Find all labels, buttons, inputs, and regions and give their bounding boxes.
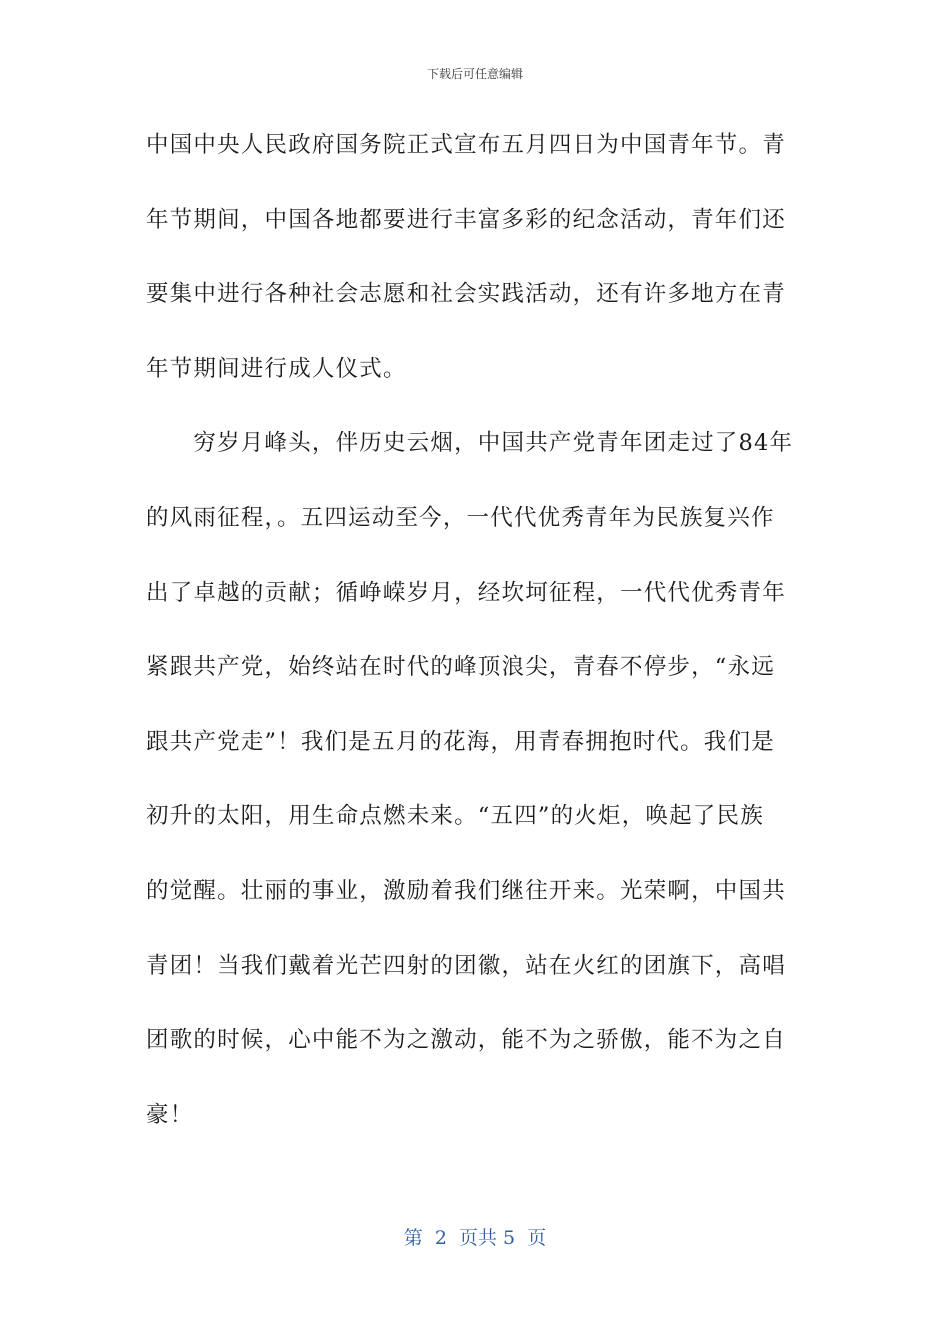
text-line: 跟共产党走”！我们是五月的花海，用青春拥抱时代。我们是	[146, 728, 775, 755]
text-line: 年节期间，中国各地都要进行丰富多彩的纪念活动，青年们还	[146, 206, 786, 233]
page-header: 下载后可任意编辑	[426, 67, 523, 81]
text-line: 青团！当我们戴着光芒四射的团徽，站在火红的团旗下，高唱	[146, 952, 786, 979]
text-line: 豪！	[146, 1101, 194, 1128]
text-line: 初升的太阳，用生命点燃未来。“五四”的火炬，唤起了民族	[146, 803, 764, 830]
text-line: 团歌的时候，心中能不为之激动，能不为之骄傲，能不为之自	[146, 1027, 786, 1054]
document-body	[146, 108, 806, 1152]
text-line: 出了卓越的贡献；循峥嵘岁月，经坎坷征程，一代代优秀青年	[146, 579, 786, 606]
text-line: 的风雨征程，。五四运动至今，一代代优秀青年为民族复兴作	[146, 504, 775, 531]
text-line: 年节期间进行成人仪式。	[146, 355, 407, 382]
text-line: 要集中进行各种社会志愿和社会实践活动，还有许多地方在青	[146, 281, 786, 308]
text-line: 的觉醒。壮丽的事业，激励着我们继往开来。光荣啊，中国共	[146, 877, 786, 904]
text-line: 中国中央人民政府国务院正式宣布五月四日为中国青年节。青	[146, 132, 786, 158]
page-number-footer: 第 2 页共 5 页	[403, 1227, 547, 1249]
text-line: 穷岁月峰头，伴历史云烟，中国共产党青年团走过了84年	[146, 430, 794, 457]
text-line: 紧跟共产党，始终站在时代的峰顶浪尖，青春不停步，“永远	[146, 654, 775, 681]
